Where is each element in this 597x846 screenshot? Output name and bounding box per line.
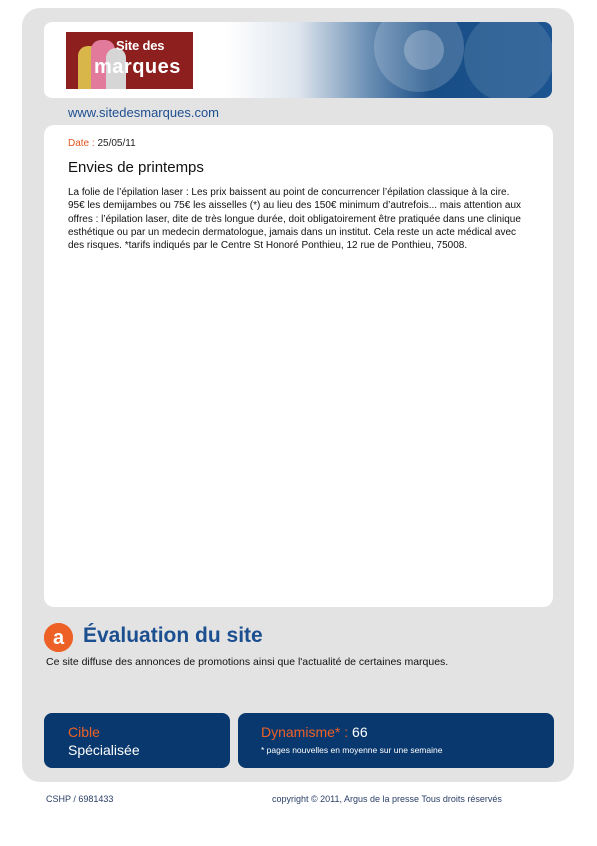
- argus-a-letter: a: [52, 627, 65, 649]
- argus-a-icon: [44, 623, 73, 652]
- dynamisme-line: [261, 724, 368, 740]
- logo-text-line2: marques: [94, 56, 181, 78]
- article-body: La folie de l’épilation laser : Les prix baissent au point de concurrencer l’épilation classique à la cire. 95€ les demijambes ou 75€ les aisselles (*) au lieu des 150€ minimum d’autrefois... mais attention aux offres : l’épilation laser, dite de très longue durée, doit obligatoirement être pratiquée dans une clinique esthétique ou par un medecin dermatologue, jamais dans un institut. Cela reste un acte médical avec des risques. *tarifs indiqués par le Centre St Honoré Ponthieu, 12 rue de Ponthieu, 75008.: [68, 187, 522, 252]
- footer-reference: CSHP / 6981433: [46, 794, 114, 804]
- cible-label: Cible: [68, 724, 100, 740]
- article-date: [68, 138, 136, 149]
- evaluation-title: Évaluation du site: [83, 624, 263, 647]
- article-title: Envies de printemps: [68, 159, 204, 176]
- date-label: Date :: [68, 138, 95, 149]
- cible-box: [44, 713, 230, 768]
- site-logo: [66, 32, 193, 89]
- logo-text-line1: Site des: [116, 38, 165, 53]
- evaluation-description: Ce site diffuse des annonces de promotions ainsi que l'actualité de certaines marques.: [46, 656, 449, 668]
- footer-copyright: copyright © 2011, Argus de la presse Tous droits réservés: [272, 794, 502, 804]
- dynamisme-box: [238, 713, 554, 768]
- dynamisme-label: Dynamisme* :: [261, 724, 349, 740]
- cible-value: Spécialisée: [68, 742, 140, 758]
- dynamisme-note: * pages nouvelles en moyenne sur une semaine: [261, 745, 443, 755]
- dynamisme-value: 66: [352, 724, 368, 740]
- date-value: 25/05/11: [97, 138, 136, 149]
- site-url[interactable]: www.sitedesmarques.com: [68, 105, 219, 120]
